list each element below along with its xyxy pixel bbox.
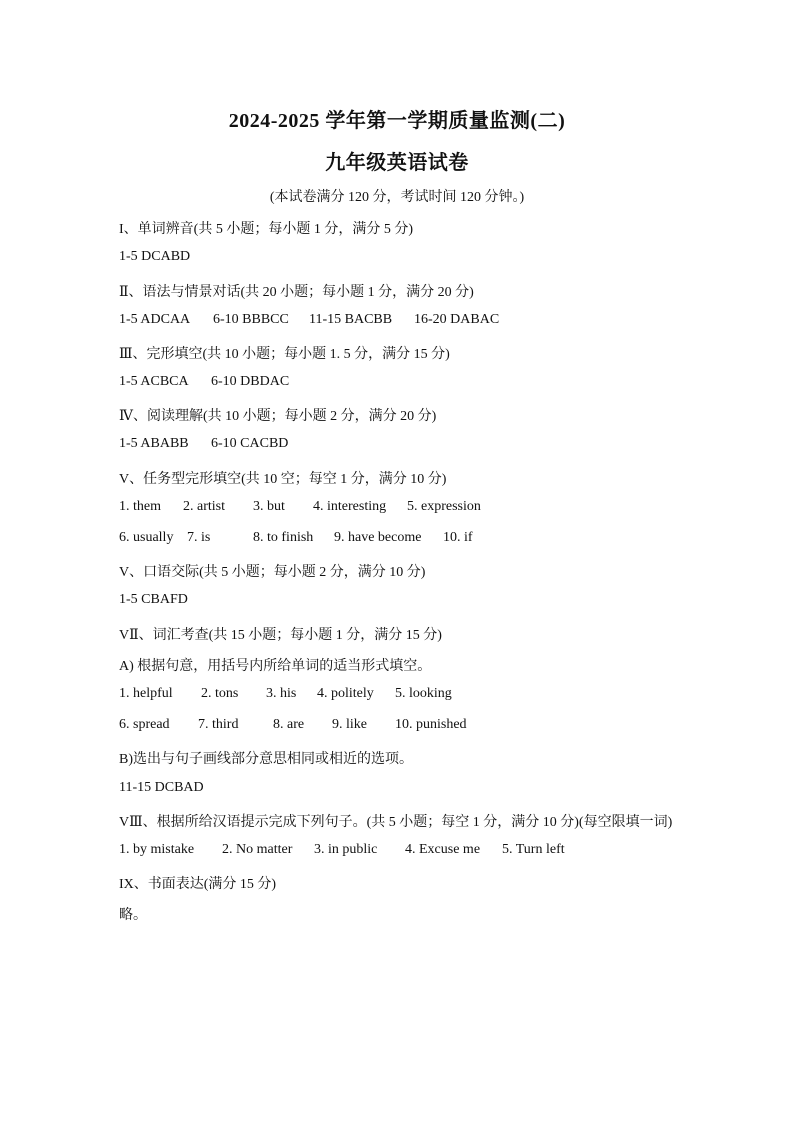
exam-subtitle: 九年级英语试卷 — [325, 152, 469, 174]
answer-item: 8. to finish — [253, 530, 314, 545]
answer-group: 1-5 CBAFD — [119, 592, 188, 607]
answer-item: 5. expression — [407, 499, 481, 514]
answer-item: 4. politely — [317, 686, 374, 701]
answer-item: 10. punished — [395, 717, 467, 732]
section-1-heading: I、单词辨音(共 5 小题；每小题 1 分，满分 5 分) — [119, 222, 413, 237]
section-6-answers — [119, 592, 188, 608]
section-3-heading: Ⅲ、完形填空(共 10 小题；每小题 1. 5 分，满分 15 分) — [119, 347, 450, 362]
answer-group: 6-10 DBDAC — [211, 374, 290, 389]
answer-item: 7. is — [187, 530, 211, 545]
section-4-heading: Ⅳ、阅读理解(共 10 小题；每小题 2 分，满分 20 分) — [119, 409, 437, 424]
section-7-part-b: B)选出与句子画线部分意思相同或相近的选项。 — [119, 752, 413, 767]
section-9-heading: IX、书面表达(满分 15 分) — [119, 877, 277, 892]
answer-item: 6. usually — [119, 530, 174, 545]
answer-group: 1-5 ABABB — [119, 436, 189, 451]
answer-group: 6-10 CACBD — [211, 436, 289, 451]
answer-item: 2. tons — [201, 686, 239, 701]
section-7-heading: VⅡ、词汇考查(共 15 小题；每小题 1 分，满分 15 分) — [119, 628, 442, 643]
section-7-answers-b: 11-15 DCBAD — [119, 780, 204, 795]
answer-group: 6-10 BBBCC — [213, 312, 289, 327]
answer-item: 9. like — [332, 717, 367, 732]
section-2-answers — [119, 312, 499, 328]
answer-item: 2. artist — [183, 499, 225, 514]
section-4-answers — [119, 436, 288, 452]
answer-item: 1. them — [119, 499, 161, 514]
section-7-row-2 — [119, 717, 467, 733]
section-5-heading: V、任务型完形填空(共 10 空；每空 1 分，满分 10 分) — [119, 472, 447, 487]
answer-item: 6. spread — [119, 717, 170, 732]
answer-item: 1. by mistake — [119, 842, 195, 857]
section-3-answers — [119, 374, 289, 390]
answer-item: 10. if — [443, 530, 473, 545]
exam-title: 2024-2025 学年第一学期质量监测(二) — [228, 110, 566, 132]
section-8-answers — [119, 842, 565, 858]
answer-group: 11-15 BACBB — [309, 312, 393, 327]
section-8-heading: VⅢ、根据所给汉语提示完成下列句子。(共 5 小题；每空 1 分，满分 10 分)(每空限填一词) — [119, 815, 673, 830]
section-1-answers — [119, 249, 190, 265]
answer-item: 8. are — [273, 717, 305, 732]
section-7-row-1 — [119, 686, 452, 702]
answer-group: 1-5 ADCAA — [119, 312, 191, 327]
answer-group: 1-5 DCABD — [119, 249, 191, 264]
answer-item: 2. No matter — [222, 842, 293, 857]
exam-note: (本试卷满分 120 分，考试时间 120 分钟。) — [269, 190, 525, 205]
answer-item: 5. looking — [395, 686, 452, 701]
answer-item: 3. in public — [314, 842, 378, 857]
section-2-heading: Ⅱ、语法与情景对话(共 20 小题；每小题 1 分，满分 20 分) — [119, 285, 474, 300]
answer-item: 3. but — [253, 499, 285, 514]
section-7-part-a: A) 根据句意，用括号内所给单词的适当形式填空。 — [119, 659, 432, 674]
answer-item: 4. interesting — [313, 499, 387, 514]
answer-item: 5. Turn left — [502, 842, 565, 857]
section-9-body: 略。 — [119, 908, 147, 923]
answer-item: 9. have become — [334, 530, 422, 545]
answer-group: 1-5 ACBCA — [119, 374, 189, 389]
answer-item: 4. Excuse me — [405, 842, 481, 857]
section-6-heading: V、口语交际(共 5 小题；每小题 2 分，满分 10 分) — [119, 565, 426, 580]
answer-item: 3. his — [266, 686, 297, 701]
answer-item: 1. helpful — [119, 686, 173, 701]
section-5-row-2 — [119, 530, 473, 546]
answer-item: 7. third — [198, 717, 239, 732]
section-5-row-1 — [119, 499, 481, 515]
answer-group: 16-20 DABAC — [414, 312, 500, 327]
